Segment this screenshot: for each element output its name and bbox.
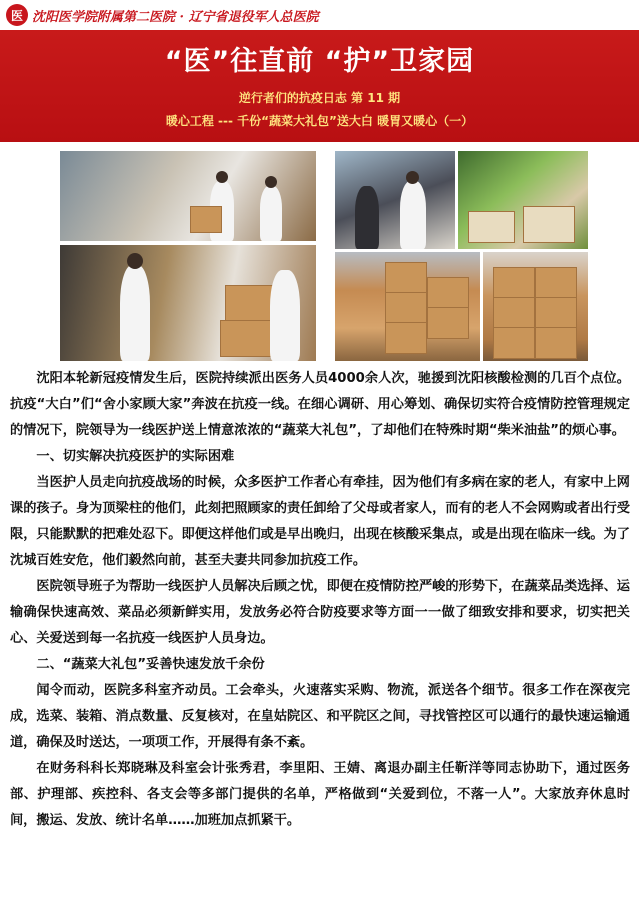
- article-paragraph: 沈阳本轮新冠疫情发生后，医院持续派出医务人员4000余人次，驰援到沈阳核酸检测的几百个点位。抗疫“大白”们“舍小家顾大家”奔波在抗疫一线。在细心调研、用心筹划、确保切实符合疫情防控管理规定的情况下，院领导为一线医护送上情意浓浓的“蔬菜大礼包”，了却他们在特殊时期“柴米油盐”的烦心事。: [10, 371, 630, 438]
- photo-handover: [335, 151, 455, 249]
- photo-staff-outdoor: [60, 151, 316, 241]
- section-heading: 二、“蔬菜大礼包”妥善快速发放千余份: [36, 657, 265, 672]
- page-title: “医”往直前 “护”卫家园: [164, 46, 475, 77]
- photo-stacked-boxes-1: [335, 252, 480, 361]
- article-paragraph: 当医护人员走向抗疫战场的时候，众多医护工作者心有牵挂，因为他们有多病在家的老人，有家中上网课的孩子。身为顶梁柱的他们，此刻把照顾家的责任卸给了父母或者家人，而有的老人不会网购或者出行受限，只能默默的把难处忍下。即便这样他们或是早出晚归，出现在核酸采集点，或是出现在临床一线。为了沈城百姓安危，他们毅然向前，甚至夫妻共同参加抗疫工作。: [10, 475, 630, 568]
- hospital-header: [0, 0, 639, 30]
- article-paragraph: 医院领导班子为帮助一线医护人员解决后顾之忧，即便在疫情防控严峻的形势下，在蔬菜品类选择、运输确保快速高效、菜品必须新鲜实用，发放务必符合防疫要求等方面一一做了细致安排和要求，切实把关心、关爱送到每一名抗疫一线医护人员身边。: [10, 579, 630, 646]
- hospital-logo-icon: 医: [6, 4, 28, 26]
- issue-label: 逆行者们的抗疫日志 第 11 期: [238, 91, 401, 105]
- article-body: [10, 366, 630, 834]
- hospital-name: 沈阳医学院附属第二医院 · 辽宁省退役军人总医院: [32, 9, 319, 25]
- title-banner: [0, 30, 639, 142]
- section-heading: 一、切实解决抗疫医护的实际困难: [36, 449, 235, 464]
- photo-vegetables: [458, 151, 588, 249]
- article-paragraph: 在财务科科长郑晓琳及科室会计张秀君，李里阳、王婧、离退办副主任靳洋等同志协助下，通过医务部、护理部、疾控科、各支会等多部门提供的名单，严格做到“关爱到位，不落一人”。大家放弃休息时间，搬运、发放、统计名单……加班加点抓紧干。: [10, 761, 630, 828]
- photo-loading-boxes: [60, 245, 316, 361]
- photo-stacked-boxes-2: [483, 252, 588, 361]
- article-paragraph: 闻令而动，医院多科室齐动员。工会牵头，火速落实采购、物流，派送各个细节。很多工作在深夜完成，选菜、装箱、消点数量、反复核对，在皇姑院区、和平院区之间，寻找管控区可以通行的最快速运输通道，确保及时送达，一项项工作，开展得有条不紊。: [10, 683, 630, 750]
- photo-collage: [60, 151, 588, 361]
- page-subtitle: 暖心工程 --- 千份“蔬菜大礼包”送大白 暖胃又暖心（一）: [165, 114, 474, 128]
